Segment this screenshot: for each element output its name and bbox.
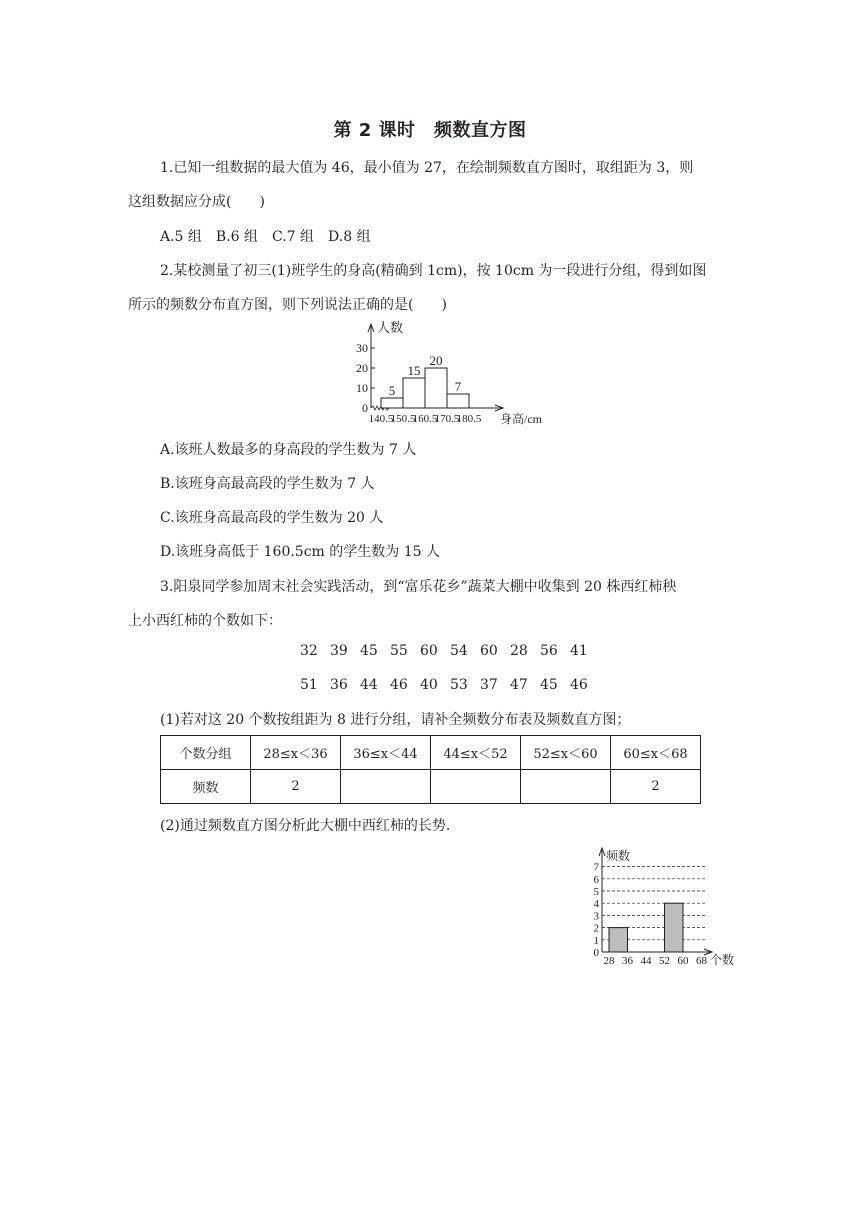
q2-option-d: D.该班身高低于 160.5cm 的学生数为 15 人 [160,544,440,560]
bar [609,928,628,952]
data-value: 55 [390,643,408,659]
table-cell: 频数 [161,770,251,804]
data-label: 5 [388,383,396,398]
y-tick-label: 5 [593,886,599,898]
data-value: 36 [330,677,348,693]
data-value: 28 [510,643,528,659]
bar [665,903,684,952]
x-tick-label: 68 [696,955,707,967]
q2-option-a: A.该班人数最多的身高段的学生数为 7 人 [160,442,417,458]
data-value: 44 [360,677,378,693]
y-tick-label: 2 [593,922,599,935]
y-tick-label: 7 [593,861,599,874]
q2-option-c: C.该班身高最高段的学生数为 20 人 [160,510,384,526]
y-axis-label: 人数 [377,320,404,335]
data-value: 37 [480,677,498,693]
data-value: 45 [540,677,558,693]
frequency-table [160,735,701,804]
y-tick-label: 1 [593,934,599,947]
data-value: 41 [570,643,588,659]
q2-option-b: B.该班身高最高段的学生数为 7 人 [160,476,375,492]
data-value: 56 [540,643,558,659]
data-value: 60 [480,643,498,659]
y-tick-label: 3 [593,910,599,923]
x-tick-label: 170.5 [434,413,460,425]
table-cell: 36≤x＜44 [341,736,431,770]
q1-options: A.5 组 B.6 组 C.7 组 D.8 组 [160,229,371,245]
q3-line1: 3.阳泉同学参加周末社会实践活动，到“富乐花乡”蔬菜大棚中收集到 20 株西红柿秧 [160,579,677,595]
q2-line2: 所示的频数分布直方图，则下列说法正确的是( ) [128,297,447,313]
data-value: 46 [570,677,588,693]
table-cell-blank [431,770,521,804]
table-row [161,770,701,804]
data-value: 45 [360,643,378,659]
table-cell: 28≤x＜36 [251,736,341,770]
table-cell-blank [341,770,431,804]
y-tick-label: 30 [356,341,368,355]
q3-part1: (1)若对这 20 个数按组距为 8 进行分组，请补全频数分布表及频数直方图； [160,712,631,728]
x-axis-label: 个数 [710,953,735,967]
data-value: 32 [300,643,318,659]
table-cell: 44≤x＜52 [431,736,521,770]
data-label: 15 [407,363,421,378]
data-row-2 [300,677,600,693]
data-label: 20 [429,353,443,368]
bar [447,394,469,408]
data-value: 40 [420,677,438,693]
table-cell: 60≤x＜68 [611,736,701,770]
data-value: 60 [420,643,438,659]
x-tick-label: 28 [603,955,615,967]
x-tick-label: 150.5 [390,413,416,425]
x-tick-label: 160.5 [412,413,438,425]
q1-line2: 这组数据应分成( ) [128,194,265,210]
q3-line2: 上小西红柿的个数如下： [128,613,282,629]
q2-line1: 2.某校测量了初三(1)班学生的身高(精确到 1cm)，按 10cm 为一段进行分组，得到如图 [160,263,707,279]
x-tick-label: 44 [640,955,652,967]
table-cell: 个数分组 [161,736,251,770]
data-value: 51 [300,677,318,693]
table-header-row [161,736,701,770]
x-tick-label: 60 [677,955,689,967]
bar [381,398,403,408]
data-row-1 [300,643,600,659]
bar [425,368,447,408]
y-tick-label: 0 [593,947,599,959]
data-value: 53 [450,677,468,693]
data-value: 46 [390,677,408,693]
data-value: 39 [330,643,348,659]
y-tick-label: 6 [593,873,599,886]
q1-line1: 1.已知一组数据的最大值为 46，最小值为 27，在绘制频数直方图时，取组距为 3，则 [160,160,694,176]
x-tick-label: 140.5 [368,413,394,425]
page-title: 第 2 课时 频数直方图 [333,120,527,141]
data-label: 7 [454,379,462,394]
x-tick-label: 180.5 [456,413,482,425]
q3-part2: (2)通过频数直方图分析此大棚中西红柿的长势. [160,818,451,834]
table-cell-blank [521,770,611,804]
table-cell: 2 [611,770,701,804]
bar [403,378,425,408]
x-axis-label: 身高/cm [500,412,542,426]
y-axis-label: 频数 [606,849,631,863]
y-tick-label: 10 [356,381,368,395]
data-value: 54 [450,643,468,659]
tomato-histogram [566,842,736,972]
y-tick-label: 0 [362,401,368,415]
x-tick-label: 52 [659,955,670,967]
table-cell: 2 [251,770,341,804]
y-tick-label: 4 [593,898,599,911]
data-value: 47 [510,677,528,693]
x-tick-label: 36 [622,955,633,967]
height-histogram [330,318,570,430]
y-tick-label: 20 [356,361,368,375]
table-cell: 52≤x＜60 [521,736,611,770]
